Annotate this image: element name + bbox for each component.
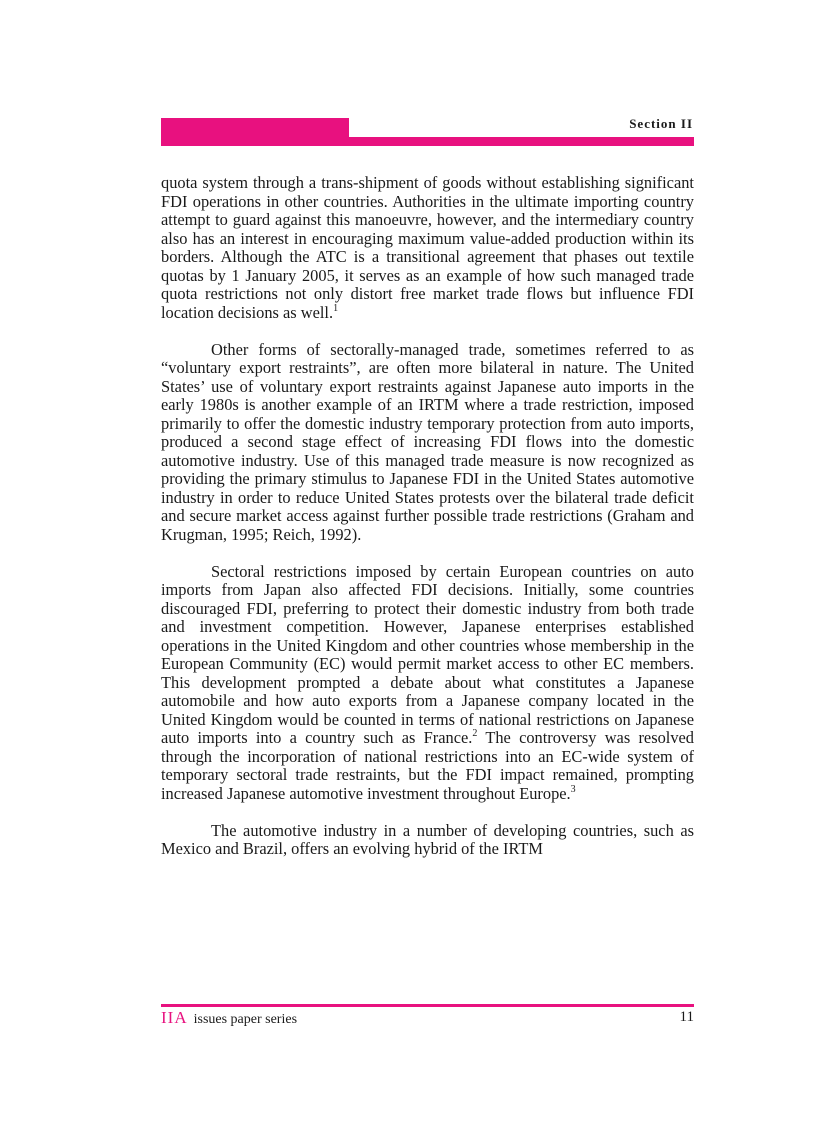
paragraph-text: Other forms of sectorally-managed trade, sometimes referred to as “voluntary export restraints”, are often more bilateral in nature. The United States’ use of voluntary export restraints against Japanese auto imports in the early 1980s is another example of an IRTM where a trade restriction, imposed primarily to offer the domestic industry temporary protection from auto imports, produced a second stage effect of increasing FDI flows into the domestic automotive industry. Use of this managed trade measure is now recognized as providing the primary stimulus to Japanese FDI in the United States automotive industry in order to reduce United States protests over the bilateral trade deficit and secure market access against further possible trade restrictions (Graham and Krugman, 1995; Reich, 1992). bbox=[161, 339, 694, 544]
footer-brand: IIA bbox=[161, 1008, 188, 1027]
paragraph bbox=[161, 341, 694, 545]
footnote-marker[interactable]: 3 bbox=[570, 783, 576, 795]
header-rule bbox=[161, 137, 694, 146]
section-label: Section II bbox=[629, 116, 693, 131]
paragraph bbox=[161, 822, 694, 859]
paragraph-text: quota system through a trans-shipment of goods without establishing significant FDI operations in other countries. Authorities in the ultimate importing country attempt to guard against this manoeuvre, however, and the intermediary country also has an interest in encouraging maximum value-added production within its borders. Although the ATC is a transitional agreement that phases out textile quotas by 1 January 2005, it serves as an example of how such managed trade quota restrictions not only distort free market trade flows but influence FDI location decisions as well. bbox=[161, 173, 694, 322]
footer-series bbox=[161, 1008, 297, 1028]
paragraph-text: Sectoral restrictions imposed by certain European countries on auto imports from Japan also affected FDI decisions. Initially, some countries discouraged FDI, preferring to protect their domestic industry from both trade and investment competition. However, Japanese enterprises established operations in the United Kingdom and other countries whose membership in the European Community (EC) would permit market access to other EC members. This development prompted a debate about what constitutes a Japanese automobile and how auto exports from a Japanese company located in the United Kingdom would be counted in terms of national restrictions on Japanese auto imports into a country such as France. bbox=[161, 561, 694, 747]
paragraph-text: The controversy was resolved through the incorporation of national restrictions into an EC-wide system of temporary sectoral trade restraints, but the FDI impact remained, prompting increased Japanese automotive investment throughout Europe. bbox=[161, 728, 695, 803]
footer-series-label: issues paper series bbox=[193, 1012, 298, 1027]
page-number: 11 bbox=[679, 1009, 694, 1025]
footer-rule bbox=[161, 1004, 694, 1007]
paragraph bbox=[161, 174, 694, 322]
body-text bbox=[161, 174, 694, 877]
paragraph-text: The automotive industry in a number of developing countries, such as Mexico and Brazil, offers an evolving hybrid of the IRTM bbox=[161, 820, 694, 858]
footnote-marker[interactable]: 1 bbox=[333, 302, 339, 314]
footnote-marker[interactable]: 2 bbox=[472, 728, 478, 739]
paragraph bbox=[161, 563, 694, 804]
